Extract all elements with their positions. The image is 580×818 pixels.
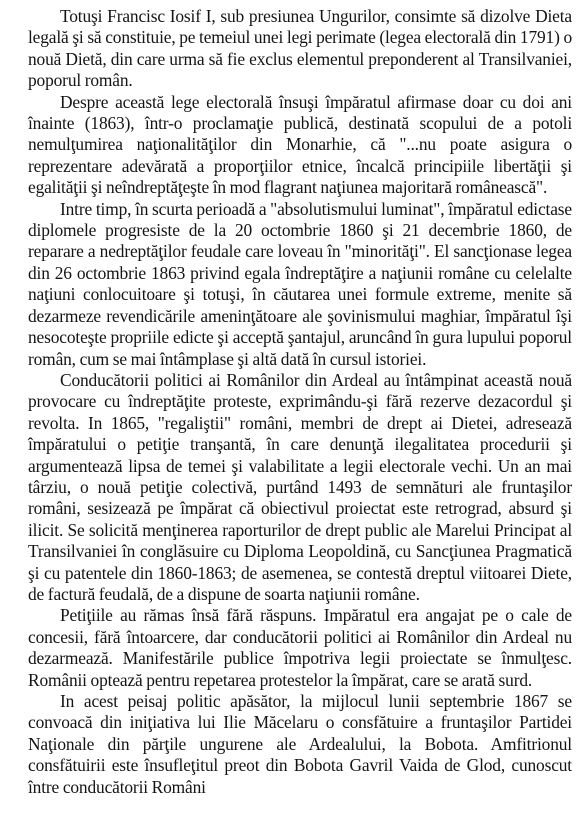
paragraph-3: Intre timp, în scurta perioadă a "absolutismului luminat", împăratul edictase diplomele progresiste de la 20 octombrie 1860 şi 21 decembrie 1860, de reparare a nedreptăţilor feudale care loveau în "minorităţi". El sancţionase legea din 26 octombrie 1863 privind egala îndreptăţire a naţiunii române cu celelalte naţiuni conlocuitoare şi totuşi, în căutarea unei formule extreme, menite să dezarmeze revendicările ameninţătoare ale şovinismului maghiar, împăratul îşi nesocoteşte propriile edicte şi acceptă şantajul, aruncând în gura lupului poporul român, cum se mai întâmplase şi altă dată în cursul istoriei. xyxy=(28,198,572,369)
paragraph-6: In acest peisaj politic apăsător, la mijlocul lunii septembrie 1867 se convoacă din iniţiativa lui Ilie Măcelaru o consfătuire a fruntaşilor Partidei Naţionale din părţile ungurene ale Ardealului, la Bobota. Amfitrionul consfătuirii este însufleţitul preot din Bobota Gavril Vaida de Glod, cunoscut între conducătorii Români xyxy=(28,691,572,797)
paragraph-2: Despre această lege electorală însuşi împăratul afirmase doar cu doi ani înainte (1863), într-o proclamaţie publică, destinată scopului de a potoli nemulţumirea naţionalităţilor din Monarhie, că "...nu poate asigura o reprezentare adevărată a proporţiilor etnice, încalcă principiile libertăţii şi egalităţii şi neîndreptăţeşte în mod flagrant naţiunea majoritară românească". xyxy=(28,91,572,198)
paragraph-1: Totuşi Francisc Iosif I, sub presiunea Ungurilor, consimte să dizolve Dieta legală şi să constituie, pe temeiul unei legi perimate (legea electorală din 1791) o nouă Dietă, din care urma să fie exclus elementul preponderent al Transilvaniei, poporul român. xyxy=(28,6,572,91)
paragraph-5: Petiţiile au rămas însă fără răspuns. Impăratul era angajat pe o cale de concesii, fără întoarcere, dar conducătorii politici ai Românilor din Ardeal nu dezarmează. Manifestările publice împotriva legii proiectate se înmulţesc. Românii optează pentru repetarea protestelor la împărat, care se arată surd. xyxy=(28,605,572,690)
paragraph-4: Conducătorii politici ai Românilor din Ardeal au întâmpinat această nouă provocare cu îndreptăţite proteste, exprimându-şi fără rezerve dezacordul şi revolta. In 1865, "regaliştii" români, membri de drept ai Dietei, adresează împăratului o petiţie tranşantă, în care denunţă ilegalitatea procedurii şi argumentează lipsa de temei şi valabilitate a legii electorale vechi. Un an mai târziu, o nouă petiţie colectivă, purtând 1493 de semnături ale fruntaşilor români, sesizează pe împărat că obiectivul proiectat este retrograd, absurd şi ilicit. Se solicită menţinerea raporturilor de drept public ale Marelui Principat al Transilvaniei în conglăsuire cu Diploma Leopoldină, cu Sancţiunea Pragmatică şi cu patentele din 1860-1863; de asemenea, se contestă dreptul viitoarei Diete, de factură feudală, de a dispune de soarta naţiunii române. xyxy=(28,369,572,604)
